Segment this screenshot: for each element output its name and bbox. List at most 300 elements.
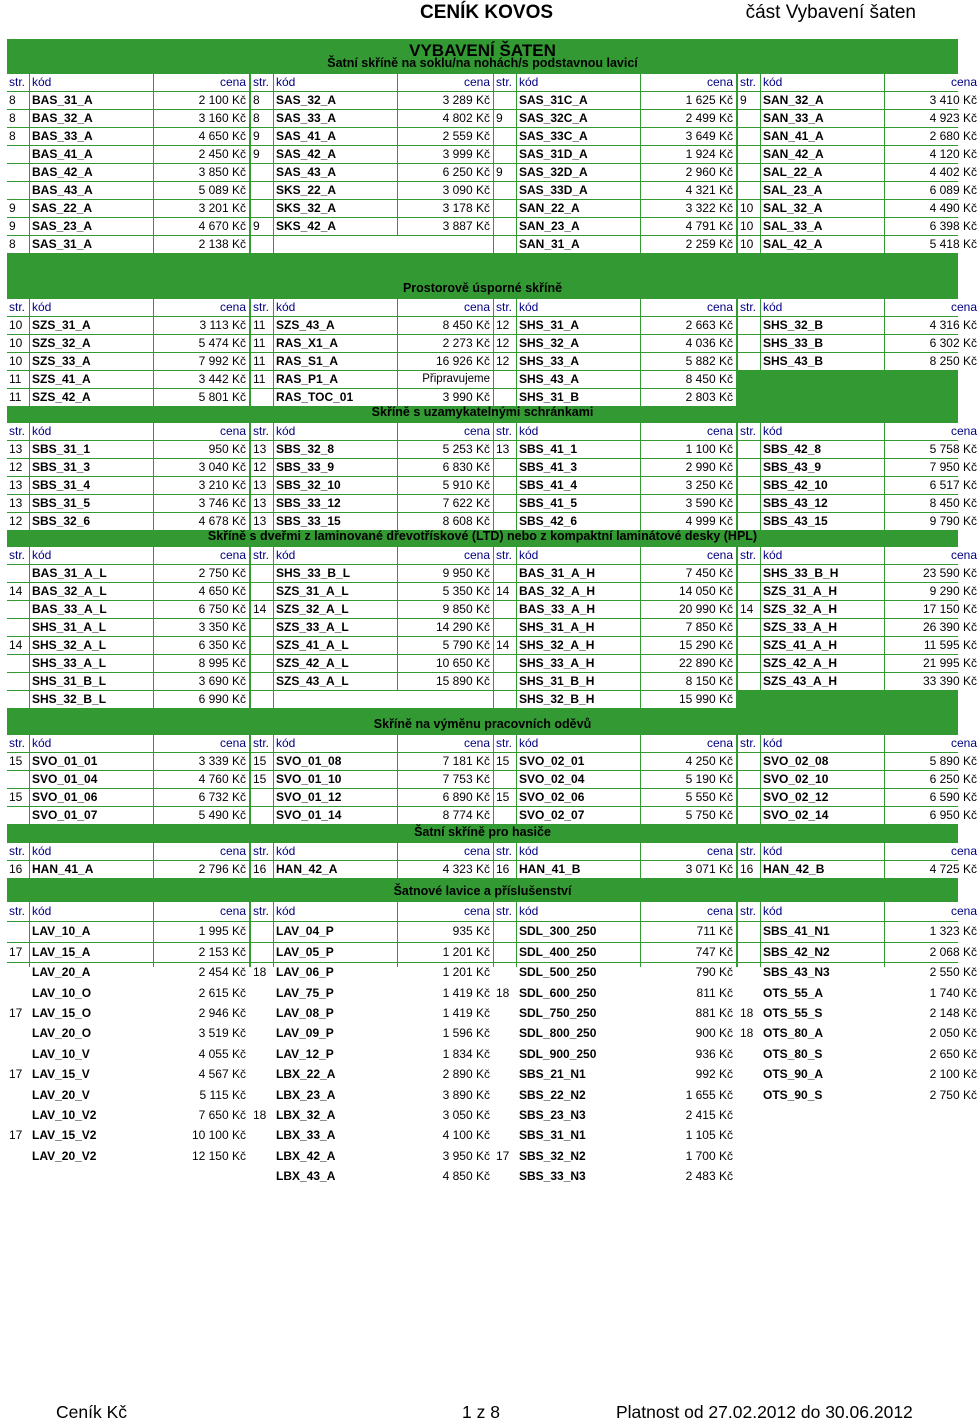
price: 1 201 Kč (398, 963, 493, 982)
price: 2 550 Kč (885, 963, 980, 982)
page-reference (738, 963, 760, 982)
page-reference (251, 691, 273, 708)
product-code: SHS_43_B (761, 353, 884, 370)
page-reference (7, 565, 29, 582)
column-header-cena: cena (154, 843, 249, 860)
page-reference: 11 (251, 353, 273, 370)
page-reference (494, 1106, 516, 1125)
price: 5 474 Kč (154, 335, 249, 352)
page-reference (494, 182, 516, 199)
column-header-kod: kód (30, 74, 153, 91)
price: 5 350 Kč (398, 583, 493, 600)
product-code: BAS_32_A_L (30, 583, 153, 600)
column-header-kod: kód (30, 547, 153, 564)
page-reference (738, 164, 760, 181)
product-code: SHS_33_B_H (761, 565, 884, 582)
price: 2 259 Kč (641, 236, 736, 253)
product-code: SAN_23_A (517, 218, 640, 235)
product-code: LAV_75_P (274, 984, 397, 1003)
price: 10 100 Kč (154, 1126, 249, 1145)
product-code: SHS_33_A_H (517, 655, 640, 672)
page-reference: 17 (494, 1147, 516, 1166)
product-code: SZS_43_A_H (761, 673, 884, 690)
product-code: LBX_33_A (274, 1126, 397, 1145)
page-reference (251, 164, 273, 181)
price: 2 890 Kč (398, 1065, 493, 1084)
price: 7 450 Kč (641, 565, 736, 582)
product-code: LAV_10_V (30, 1045, 153, 1064)
price: 2 148 Kč (885, 1004, 980, 1023)
product-code: LAV_15_O (30, 1004, 153, 1023)
column-header-kod: kód (274, 902, 397, 921)
product-code: SKS_42_A (274, 218, 397, 235)
product-code: HAN_41_A (30, 861, 153, 878)
price: 2 100 Kč (154, 92, 249, 109)
column-header-cena: cena (885, 423, 980, 440)
price: 7 950 Kč (885, 459, 980, 476)
price: 5 801 Kč (154, 389, 249, 406)
page-reference (251, 565, 273, 582)
page-reference (251, 236, 273, 253)
product-code: SBS_31_5 (30, 495, 153, 512)
section-title: Šatní skříně na soklu/na nohách/s podstavnou lavicí (327, 56, 638, 70)
price: 936 Kč (641, 1045, 736, 1064)
page-reference (494, 92, 516, 109)
product-code: SHS_33_B_L (274, 565, 397, 582)
price: 5 490 Kč (154, 807, 249, 824)
page-reference: 10 (7, 335, 29, 352)
price: 1 419 Kč (398, 984, 493, 1003)
page-reference: 9 (7, 200, 29, 217)
product-code: SBS_33_15 (274, 513, 397, 530)
column-header-kod: kód (517, 735, 640, 752)
price: 1 924 Kč (641, 146, 736, 163)
price: 3 690 Kč (154, 673, 249, 690)
price: 4 670 Kč (154, 218, 249, 235)
price: 16 926 Kč (398, 353, 493, 370)
product-code: SBS_23_N3 (517, 1106, 640, 1125)
column-header-cena: cena (398, 843, 493, 860)
section-title: Skříně na výměnu pracovních oděvů (373, 717, 592, 731)
product-code: SDL_900_250 (517, 1045, 640, 1064)
product-code: SVO_02_08 (761, 753, 884, 770)
page-reference: 18 (251, 963, 273, 982)
empty-cell (274, 691, 493, 708)
product-code: SAS_33D_A (517, 182, 640, 199)
page-reference (494, 128, 516, 145)
product-code: OTS_90_A (761, 1065, 884, 1084)
price: 4 850 Kč (398, 1167, 493, 1186)
price: 2 499 Kč (641, 110, 736, 127)
product-code: SBS_42_8 (761, 441, 884, 458)
price: 6 950 Kč (885, 807, 980, 824)
column-header-cena: cena (641, 74, 736, 91)
column-header-str: str. (251, 423, 273, 440)
column-header-kod: kód (761, 902, 884, 921)
price: 5 550 Kč (641, 789, 736, 806)
price: 5 253 Kč (398, 441, 493, 458)
page-reference (738, 110, 760, 127)
page-reference (738, 146, 760, 163)
page-reference (738, 583, 760, 600)
price: 3 590 Kč (641, 495, 736, 512)
page-reference (251, 1065, 273, 1084)
column-header-str: str. (7, 423, 29, 440)
page-reference (251, 1086, 273, 1105)
column-header-kod: kód (274, 299, 397, 316)
page-reference (7, 984, 29, 1003)
product-code: LAV_10_V2 (30, 1106, 153, 1125)
page-reference: 8 (7, 92, 29, 109)
price: 2 750 Kč (154, 565, 249, 582)
page-reference (738, 317, 760, 334)
product-code: LAV_20_V2 (30, 1147, 153, 1166)
product-code: BAS_31_A_L (30, 565, 153, 582)
page-reference (738, 807, 760, 824)
price: 6 990 Kč (154, 691, 249, 708)
product-code: LAV_10_O (30, 984, 153, 1003)
page-reference: 13 (7, 477, 29, 494)
price: 2 483 Kč (641, 1167, 736, 1186)
price: 9 850 Kč (398, 601, 493, 618)
column-header-kod: kód (30, 902, 153, 921)
page-reference (494, 1126, 516, 1145)
product-code: SAS_31C_A (517, 92, 640, 109)
price: 3 950 Kč (398, 1147, 493, 1166)
price: 12 150 Kč (154, 1147, 249, 1166)
price: 5 750 Kč (641, 807, 736, 824)
price: 1 700 Kč (641, 1147, 736, 1166)
price: 15 290 Kč (641, 637, 736, 654)
column-header-str: str. (494, 547, 516, 564)
page-reference (7, 601, 29, 618)
price: 3 090 Kč (398, 182, 493, 199)
page-reference (494, 495, 516, 512)
page-reference (738, 441, 760, 458)
product-code: OTS_80_S (761, 1045, 884, 1064)
product-code: SHS_32_A_H (517, 637, 640, 654)
product-code: SAS_42_A (274, 146, 397, 163)
price: 23 590 Kč (885, 565, 980, 582)
page-reference (7, 1024, 29, 1043)
product-code: SBS_43_N3 (761, 963, 884, 982)
page-reference (494, 1167, 516, 1186)
price: 11 595 Kč (885, 637, 980, 654)
product-code: SHS_43_A (517, 371, 640, 388)
page-reference (494, 943, 516, 962)
price: 5 115 Kč (154, 1086, 249, 1105)
price: 7 650 Kč (154, 1106, 249, 1125)
price: 2 615 Kč (154, 984, 249, 1003)
page-reference (251, 1045, 273, 1064)
price: 1 596 Kč (398, 1024, 493, 1043)
price: 14 050 Kč (641, 583, 736, 600)
price: 4 802 Kč (398, 110, 493, 127)
page-reference: 12 (251, 459, 273, 476)
product-code: SAS_32D_A (517, 164, 640, 181)
page-reference (7, 619, 29, 636)
page-reference: 14 (7, 637, 29, 654)
page-reference: 15 (494, 789, 516, 806)
product-code: SAS_41_A (274, 128, 397, 145)
product-code: SVO_01_04 (30, 771, 153, 788)
price: 9 290 Kč (885, 583, 980, 600)
product-code: LAV_04_P (274, 922, 397, 941)
page-reference: 10 (7, 353, 29, 370)
column-header-str: str. (7, 299, 29, 316)
price: 6 890 Kč (398, 789, 493, 806)
page-reference (251, 922, 273, 941)
page-reference: 9 (494, 164, 516, 181)
price: 9 790 Kč (885, 513, 980, 530)
product-code: SAN_33_A (761, 110, 884, 127)
product-code: SAL_23_A (761, 182, 884, 199)
column-header-str: str. (494, 902, 516, 921)
page-reference: 14 (494, 583, 516, 600)
column-header-str: str. (251, 735, 273, 752)
product-code: SBS_31_N1 (517, 1126, 640, 1145)
price: 4 055 Kč (154, 1045, 249, 1064)
price: 4 678 Kč (154, 513, 249, 530)
page-reference: 18 (738, 1024, 760, 1043)
price: 6 590 Kč (885, 789, 980, 806)
product-code: SZS_41_A_H (761, 637, 884, 654)
column-header-kod: kód (517, 74, 640, 91)
column-header-cena: cena (398, 74, 493, 91)
page-reference (7, 1086, 29, 1105)
product-code: SHS_32_B (761, 317, 884, 334)
column-header-kod: kód (30, 299, 153, 316)
page-reference: 15 (494, 753, 516, 770)
product-code: SAS_31D_A (517, 146, 640, 163)
product-code: LAV_15_A (30, 943, 153, 962)
price: 2 415 Kč (641, 1106, 736, 1125)
product-code: BAS_32_A_H (517, 583, 640, 600)
price: 2 138 Kč (154, 236, 249, 253)
product-code: LAV_10_A (30, 922, 153, 941)
product-code: SAL_22_A (761, 164, 884, 181)
product-code: SHS_33_A_L (30, 655, 153, 672)
price: 4 250 Kč (641, 753, 736, 770)
product-code: RAS_X1_A (274, 335, 397, 352)
product-code: SKS_22_A (274, 182, 397, 199)
price: 4 323 Kč (398, 861, 493, 878)
page-number: 1 z 8 (462, 1402, 500, 1422)
product-code: SDL_750_250 (517, 1004, 640, 1023)
product-code: SBS_32_N2 (517, 1147, 640, 1166)
page-reference (7, 691, 29, 708)
column-header-cena: cena (641, 735, 736, 752)
product-code: SBS_41_1 (517, 441, 640, 458)
product-code: BAS_33_A (30, 128, 153, 145)
page-reference (738, 789, 760, 806)
column-header-str: str. (494, 299, 516, 316)
price: 1 100 Kč (641, 441, 736, 458)
page-reference: 14 (251, 601, 273, 618)
product-code: LBX_43_A (274, 1167, 397, 1186)
column-header-kod: kód (761, 547, 884, 564)
column-header-str: str. (251, 843, 273, 860)
page-reference (494, 807, 516, 824)
price: 6 398 Kč (885, 218, 980, 235)
column-header-kod: kód (761, 423, 884, 440)
page-reference (738, 495, 760, 512)
product-code: BAS_41_A (30, 146, 153, 163)
validity-period: Platnost od 27.02.2012 do 30.06.2012 (616, 1402, 913, 1422)
column-header-str: str. (7, 843, 29, 860)
product-code: SBS_42_10 (761, 477, 884, 494)
column-header-str: str. (738, 423, 760, 440)
page-reference: 15 (7, 753, 29, 770)
product-code: BAS_43_A (30, 182, 153, 199)
page-reference (738, 459, 760, 476)
page-reference: 18 (251, 1106, 273, 1125)
product-code: SHS_31_A_L (30, 619, 153, 636)
page-reference (494, 691, 516, 708)
page-reference (494, 236, 516, 253)
page-reference (7, 655, 29, 672)
product-code: BAS_32_A (30, 110, 153, 127)
page-reference: 12 (7, 513, 29, 530)
product-code: SAS_33C_A (517, 128, 640, 145)
page-reference: 9 (251, 146, 273, 163)
page-reference (494, 1024, 516, 1043)
column-header-str: str. (494, 74, 516, 91)
price: 3 442 Kč (154, 371, 249, 388)
page-reference (738, 673, 760, 690)
price: 3 113 Kč (154, 317, 249, 334)
page-reference: 9 (7, 218, 29, 235)
product-code: HAN_41_B (517, 861, 640, 878)
price: 1 419 Kč (398, 1004, 493, 1023)
product-code: SHS_31_A (517, 317, 640, 334)
product-code: SZS_41_A (30, 371, 153, 388)
price: 3 178 Kč (398, 200, 493, 217)
product-code: SZS_32_A_L (274, 601, 397, 618)
price: 5 890 Kč (885, 753, 980, 770)
price: 15 890 Kč (398, 673, 493, 690)
product-code: SZS_31_A_H (761, 583, 884, 600)
product-code: SBS_33_9 (274, 459, 397, 476)
page-reference (251, 182, 273, 199)
page-reference (494, 459, 516, 476)
page-reference (251, 200, 273, 217)
column-header-cena: cena (885, 843, 980, 860)
price: 2 450 Kč (154, 146, 249, 163)
page-reference (7, 673, 29, 690)
price: 2 960 Kč (641, 164, 736, 181)
product-code: SBS_33_12 (274, 495, 397, 512)
price: 21 995 Kč (885, 655, 980, 672)
page-reference: 9 (738, 92, 760, 109)
price: 711 Kč (641, 922, 736, 941)
product-code: LBX_42_A (274, 1147, 397, 1166)
product-code: RAS_TOC_01 (274, 389, 397, 406)
product-code: SZS_43_A (274, 317, 397, 334)
column-header-cena: cena (154, 423, 249, 440)
page-reference: 16 (7, 861, 29, 878)
page-reference (738, 753, 760, 770)
product-code: SBS_41_5 (517, 495, 640, 512)
product-code: LAV_20_V (30, 1086, 153, 1105)
price: 1 105 Kč (641, 1126, 736, 1145)
product-code: SAN_22_A (517, 200, 640, 217)
price: 992 Kč (641, 1065, 736, 1084)
column-header-cena: cena (641, 547, 736, 564)
column-header-cena: cena (154, 902, 249, 921)
price: 3 250 Kč (641, 477, 736, 494)
product-code: SVO_01_08 (274, 753, 397, 770)
column-header-str: str. (494, 735, 516, 752)
price: 3 071 Kč (641, 861, 736, 878)
column-header-str: str. (738, 299, 760, 316)
column-header-kod: kód (761, 735, 884, 752)
page-reference: 11 (251, 335, 273, 352)
product-code: SBS_32_8 (274, 441, 397, 458)
product-code: SDL_500_250 (517, 963, 640, 982)
product-code: SZS_43_A_L (274, 673, 397, 690)
product-code: OTS_55_A (761, 984, 884, 1003)
column-header-str: str. (738, 74, 760, 91)
product-code: SHS_32_A_L (30, 637, 153, 654)
price: 4 120 Kč (885, 146, 980, 163)
product-code: SDL_800_250 (517, 1024, 640, 1043)
page-reference: 16 (494, 861, 516, 878)
page-reference (494, 565, 516, 582)
page-reference: 12 (494, 335, 516, 352)
price: 3 160 Kč (154, 110, 249, 127)
product-code: SVO_02_07 (517, 807, 640, 824)
price: 7 850 Kč (641, 619, 736, 636)
price: 5 790 Kč (398, 637, 493, 654)
price: 4 760 Kč (154, 771, 249, 788)
price: 4 402 Kč (885, 164, 980, 181)
price: 3 519 Kč (154, 1024, 249, 1043)
product-code: SZS_31_A_L (274, 583, 397, 600)
price: 1 834 Kč (398, 1045, 493, 1064)
price: 747 Kč (641, 943, 736, 962)
column-header-cena: cena (885, 902, 980, 921)
product-code: SHS_33_A (517, 353, 640, 370)
price: 4 490 Kč (885, 200, 980, 217)
column-header-kod: kód (274, 547, 397, 564)
product-code: SAS_23_A (30, 218, 153, 235)
price: 15 990 Kč (641, 691, 736, 708)
product-code: SBS_43_9 (761, 459, 884, 476)
price: 3 990 Kč (398, 389, 493, 406)
product-code: SVO_02_04 (517, 771, 640, 788)
price: 3 201 Kč (154, 200, 249, 217)
price: 1 740 Kč (885, 984, 980, 1003)
page-reference: 12 (7, 459, 29, 476)
product-code: SBS_43_15 (761, 513, 884, 530)
column-header-str: str. (251, 74, 273, 91)
product-code: SVO_02_10 (761, 771, 884, 788)
price: 20 990 Kč (641, 601, 736, 618)
price: 3 649 Kč (641, 128, 736, 145)
page-reference (738, 637, 760, 654)
column-header-kod: kód (274, 423, 397, 440)
page-reference (494, 1045, 516, 1064)
page-reference: 15 (251, 753, 273, 770)
product-code: SHS_31_A_H (517, 619, 640, 636)
page-reference (738, 771, 760, 788)
price: 3 999 Kč (398, 146, 493, 163)
product-code: SHS_32_B_H (517, 691, 640, 708)
page-reference (251, 984, 273, 1003)
page-reference (494, 771, 516, 788)
product-code: SDL_400_250 (517, 943, 640, 962)
